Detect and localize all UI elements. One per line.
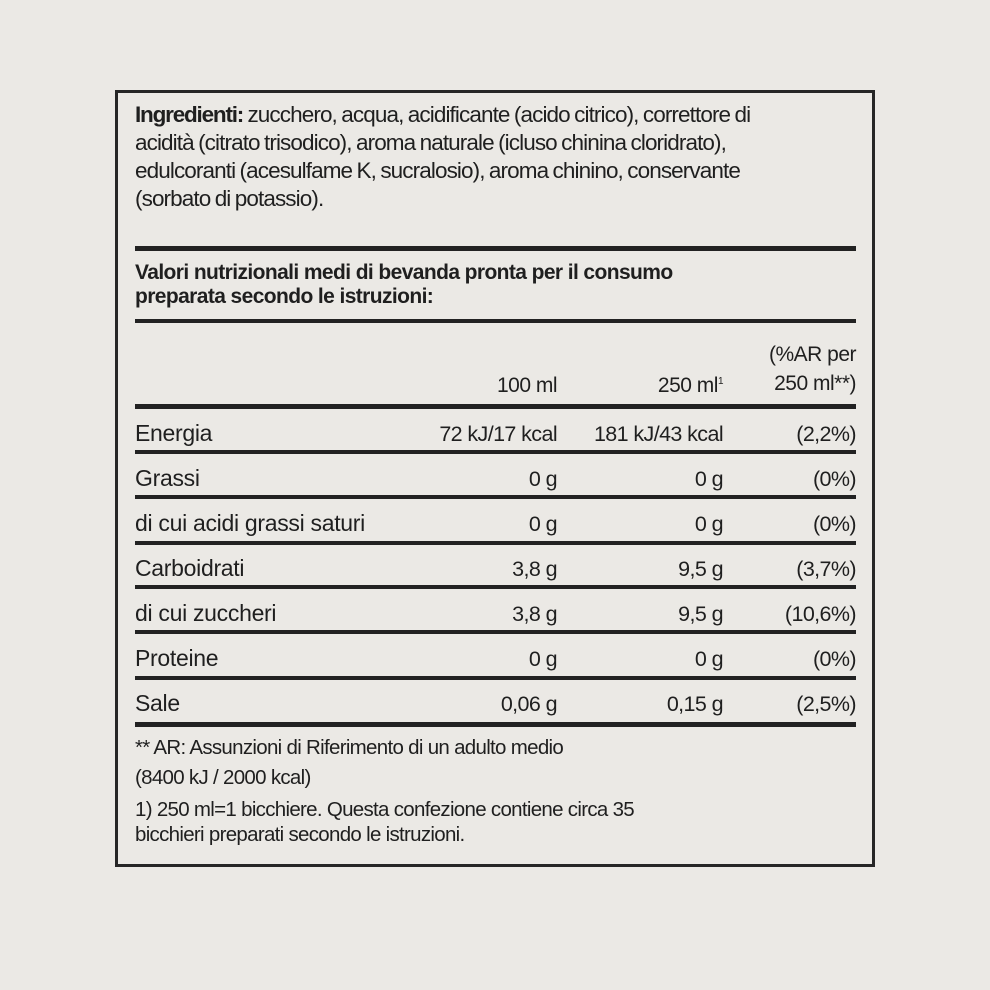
row-label: di cui zuccheri bbox=[135, 600, 277, 626]
nutrition-heading bbox=[135, 261, 856, 309]
table-row bbox=[135, 499, 856, 539]
row-label: di cui acidi grassi saturi bbox=[135, 510, 365, 536]
footnote-marker: 1 bbox=[717, 376, 723, 387]
table-row bbox=[135, 679, 856, 719]
nutrition-heading-line-1: Valori nutrizionali medi di bevanda pronta per il consumo bbox=[135, 261, 673, 284]
column-header-250ml bbox=[658, 374, 723, 398]
column-header-ar bbox=[769, 340, 856, 398]
nutrition-label bbox=[115, 90, 875, 867]
cell-ar-percent: (2,5%) bbox=[796, 692, 856, 716]
table-row bbox=[135, 589, 856, 629]
cell-ar-percent: (3,7%) bbox=[796, 557, 856, 581]
footnotes bbox=[135, 733, 856, 847]
cell-per-250ml: 0 g bbox=[694, 467, 723, 491]
table-row bbox=[135, 634, 856, 674]
ingredients-line-3: edulcoranti (acesulfame K, sucralosio), aroma chinino, conservante bbox=[135, 158, 740, 183]
footnote-serving-line-2: bicchieri preparati secondo le istruzioni. bbox=[135, 823, 465, 846]
footnote-serving-line-1: 1) 250 ml=1 bicchiere. Questa confezione contiene circa 35 bbox=[135, 798, 634, 821]
row-label: Energia bbox=[135, 420, 213, 446]
row-label: Grassi bbox=[135, 465, 200, 491]
row-label: Carboidrati bbox=[135, 555, 245, 581]
table-row bbox=[135, 544, 856, 584]
cell-ar-percent: (0%) bbox=[813, 512, 856, 536]
column-header-100ml: 100 ml bbox=[496, 374, 557, 397]
cell-ar-percent: (0%) bbox=[813, 467, 856, 491]
cell-per-250ml: 0,15 g bbox=[666, 692, 723, 716]
table-row bbox=[135, 409, 856, 449]
cell-per-100ml: 3,8 g bbox=[512, 602, 557, 626]
cell-per-100ml: 72 kJ/17 kcal bbox=[439, 422, 557, 446]
cell-ar-percent: (0%) bbox=[813, 647, 856, 671]
divider bbox=[135, 319, 856, 323]
divider bbox=[135, 246, 856, 251]
cell-per-100ml: 0 g bbox=[528, 467, 557, 491]
ingredients-label: Ingredienti: bbox=[135, 102, 244, 127]
footnote-ar-values: (8400 kJ / 2000 kcal) bbox=[135, 766, 311, 789]
cell-per-250ml: 0 g bbox=[694, 512, 723, 536]
row-label: Sale bbox=[135, 690, 180, 716]
cell-ar-percent: (10,6%) bbox=[784, 602, 856, 626]
cell-per-250ml: 9,5 g bbox=[678, 557, 723, 581]
cell-per-100ml: 0 g bbox=[528, 647, 557, 671]
ingredients-line-4: (sorbato di potassio). bbox=[135, 186, 324, 211]
cell-per-100ml: 3,8 g bbox=[512, 557, 557, 581]
nutrition-heading-line-2: preparata secondo le istruzioni: bbox=[135, 285, 434, 308]
column-header-ar-line-1: (%AR per bbox=[768, 343, 856, 366]
cell-per-250ml: 181 kJ/43 kcal bbox=[593, 422, 723, 446]
ingredients-line-2: acidità (citrato trisodico), aroma naturale (icluso chinina cloridrato), bbox=[135, 130, 726, 155]
cell-per-250ml: 9,5 g bbox=[678, 602, 723, 626]
table-header bbox=[135, 336, 856, 402]
cell-ar-percent: (2,2%) bbox=[796, 422, 856, 446]
cell-per-100ml: 0 g bbox=[528, 512, 557, 536]
cell-per-100ml: 0,06 g bbox=[500, 692, 557, 716]
table-row bbox=[135, 454, 856, 494]
cell-per-250ml: 0 g bbox=[694, 647, 723, 671]
column-header-ar-line-2: 250 ml**) bbox=[774, 372, 856, 395]
column-header-250ml-text: 250 ml bbox=[657, 374, 718, 397]
divider bbox=[135, 722, 856, 727]
footnote-ar-definition: ** AR: Assunzioni di Riferimento di un adulto medio bbox=[135, 736, 564, 759]
ingredients-block bbox=[135, 101, 856, 213]
row-label: Proteine bbox=[135, 645, 219, 671]
ingredients-line-1: zucchero, acqua, acidificante (acido citrico), correttore di bbox=[243, 102, 751, 127]
